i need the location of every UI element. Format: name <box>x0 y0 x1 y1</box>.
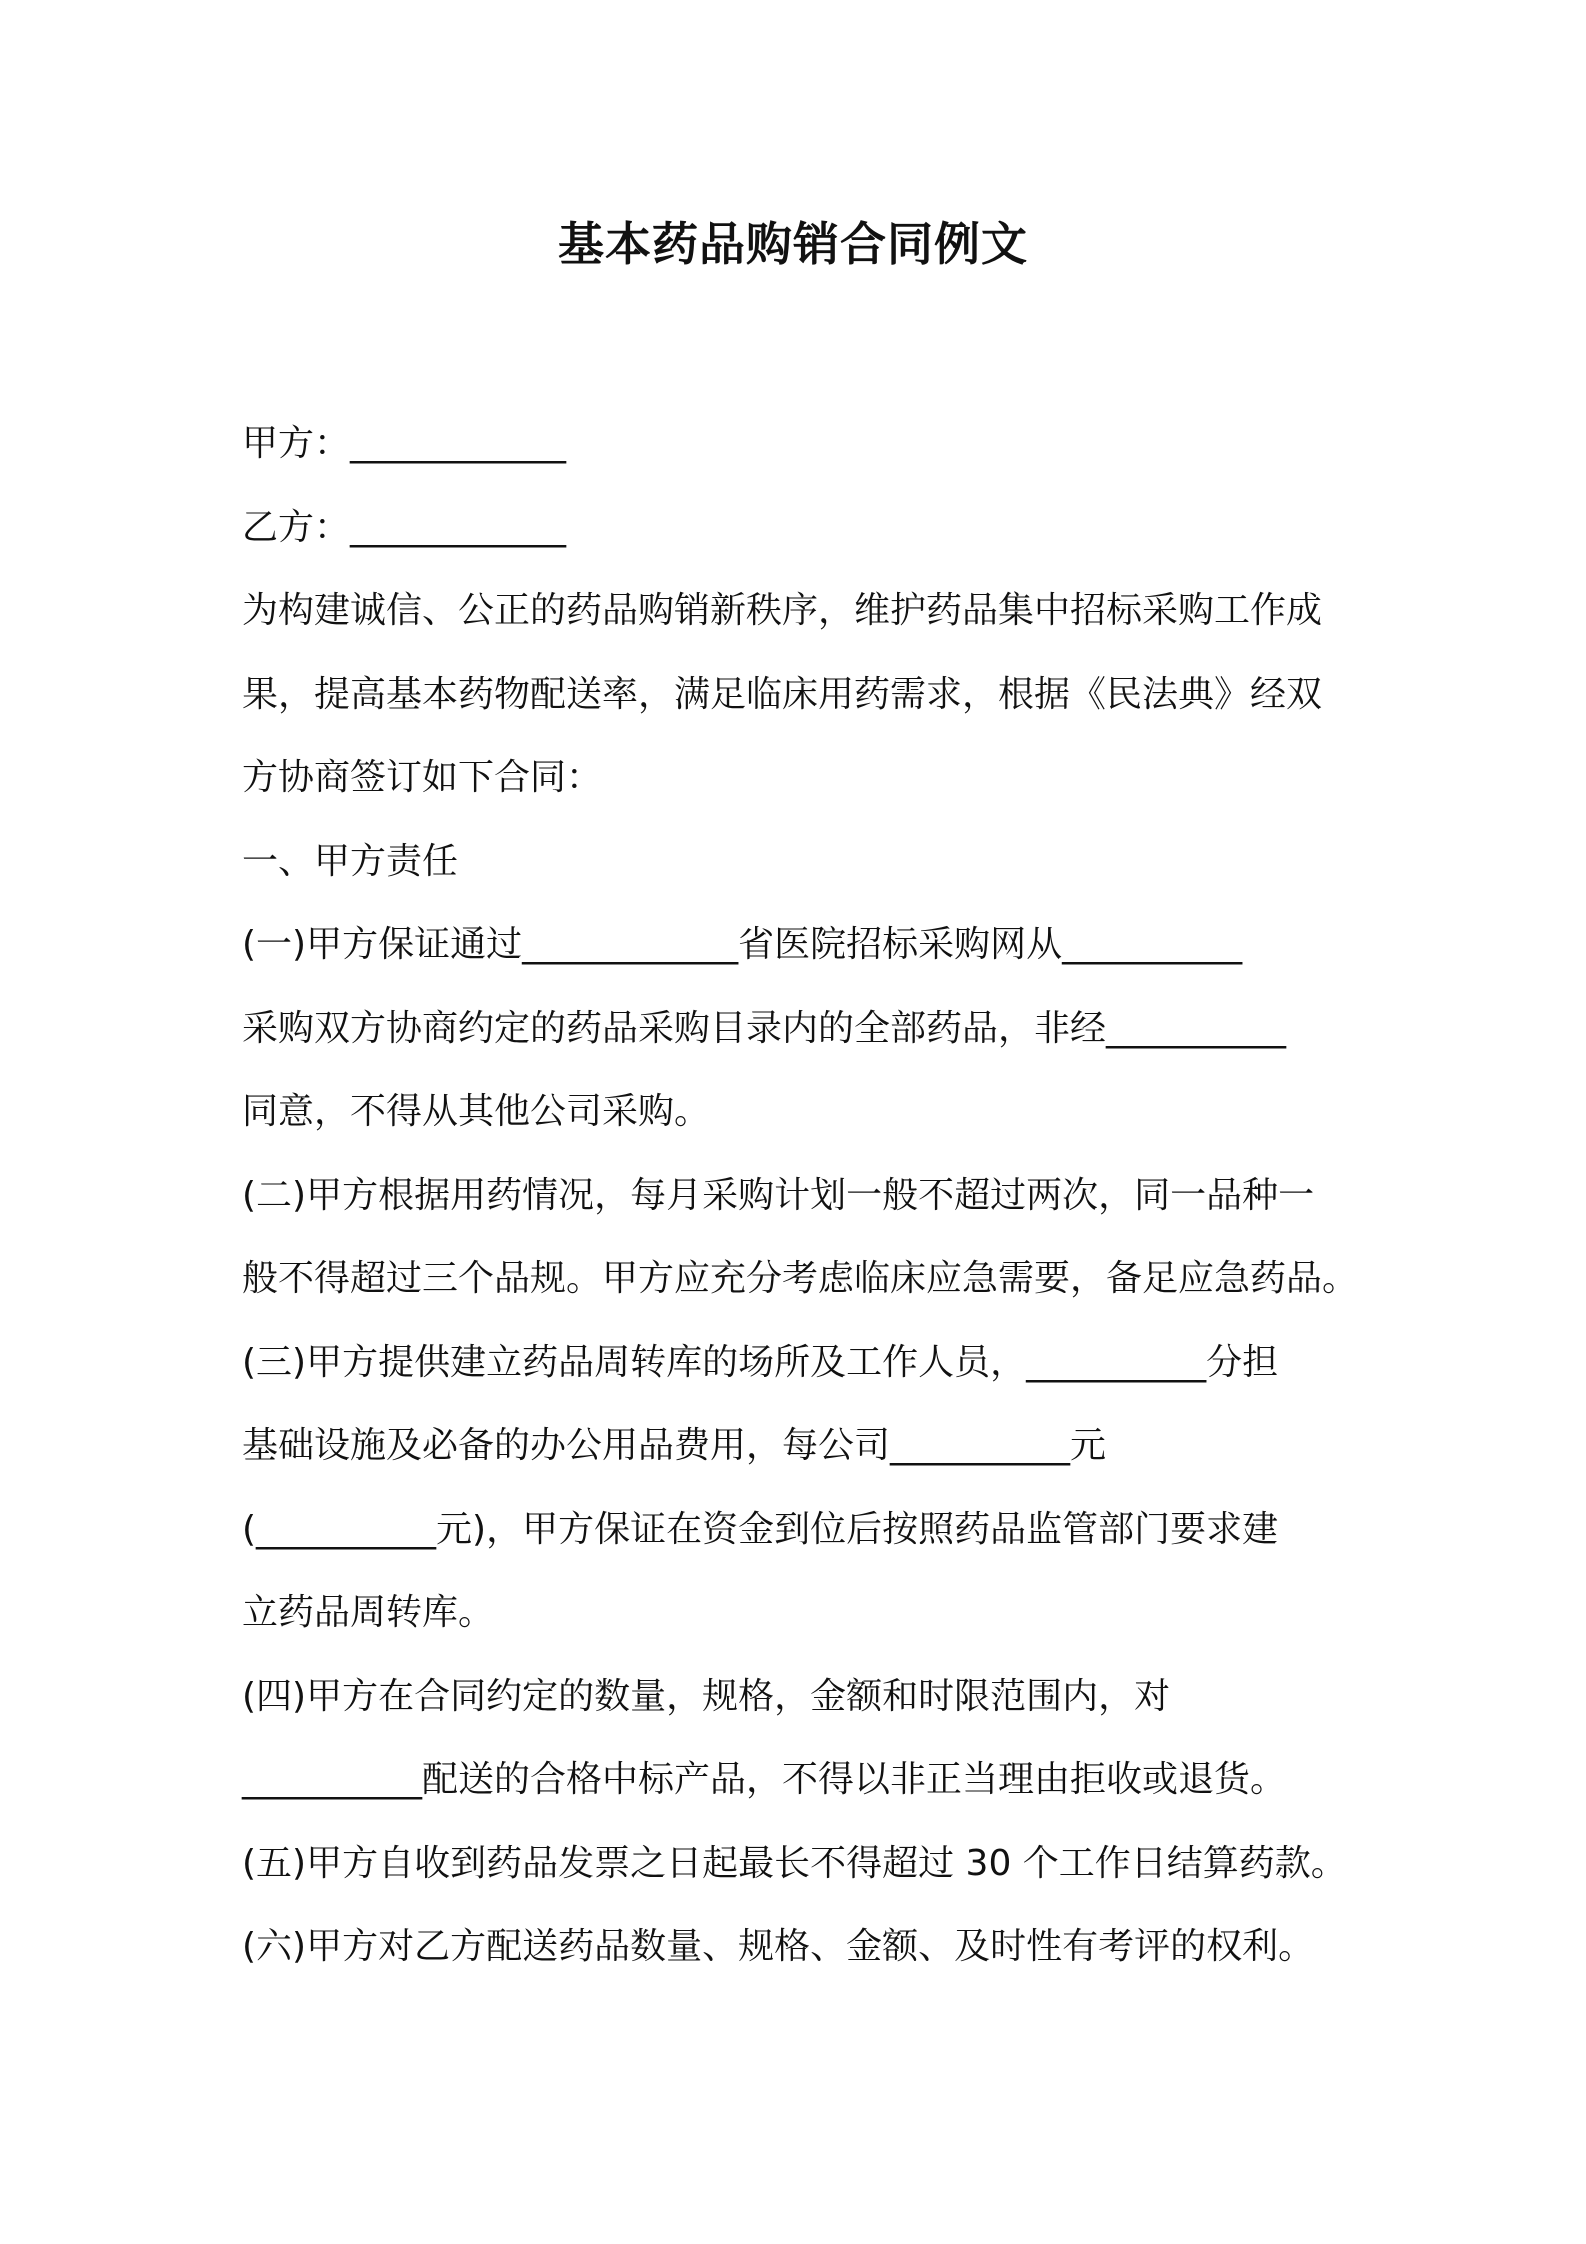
clause-1-line-1: (一)甲方保证通过____________省医院招标采购网从__________ <box>242 924 1243 965</box>
clause-2-line-2: 般不得超过三个品规。甲方应充分考虑临床应急需要，备足应急药品。 <box>242 1258 1359 1299</box>
preamble-line-1: 为构建诚信、公正的药品购销新秩序，维护药品集中招标采购工作成 <box>242 590 1323 631</box>
clause-6-line-1: (六)甲方对乙方配送药品数量、规格、金额、及时性有考评的权利。 <box>242 1926 1315 1967</box>
party-a-line: 甲方：____________ <box>242 423 567 464</box>
clause-3-line-1: (三)甲方提供建立药品周转库的场所及工作人员，__________分担 <box>242 1341 1279 1383</box>
clause-4-line-2: __________配送的合格中标产品，不得以非正当理由拒收或退货。 <box>242 1759 1287 1800</box>
clause-4-line-1: (四)甲方在合同约定的数量，规格，金额和时限范围内，对 <box>242 1675 1171 1717</box>
clause-1-line-3: 同意，不得从其他公司采购。 <box>242 1091 711 1132</box>
party-b-line: 乙方：____________ <box>242 506 567 548</box>
clause-3-line-2: 基础设施及必备的办公用品费用，每公司__________元 <box>242 1425 1107 1466</box>
clause-3-line-4: 立药品周转库。 <box>242 1592 495 1633</box>
document-title: 基本药品购销合同例文 <box>558 217 1028 271</box>
section-heading: 一、甲方责任 <box>242 840 459 882</box>
clause-1-line-2: 采购双方协商约定的药品采购目录内的全部药品，非经__________ <box>242 1007 1287 1049</box>
preamble-line-2: 果，提高基本药物配送率，满足临床用药需求，根据《民法典》经双 <box>242 673 1323 715</box>
clause-3-line-3: (__________元)，甲方保证在资金到位后按照药品监管部门要求建 <box>242 1508 1279 1550</box>
clause-5-line-1: (五)甲方自收到药品发票之日起最长不得超过 30 个工作日结算药款。 <box>242 1842 1347 1884</box>
preamble-line-3: 方协商签订如下合同： <box>242 757 603 798</box>
document-body <box>242 402 1362 1989</box>
clause-2-line-1: (二)甲方根据用药情况，每月采购计划一般不超过两次，同一品种一 <box>242 1174 1315 1216</box>
